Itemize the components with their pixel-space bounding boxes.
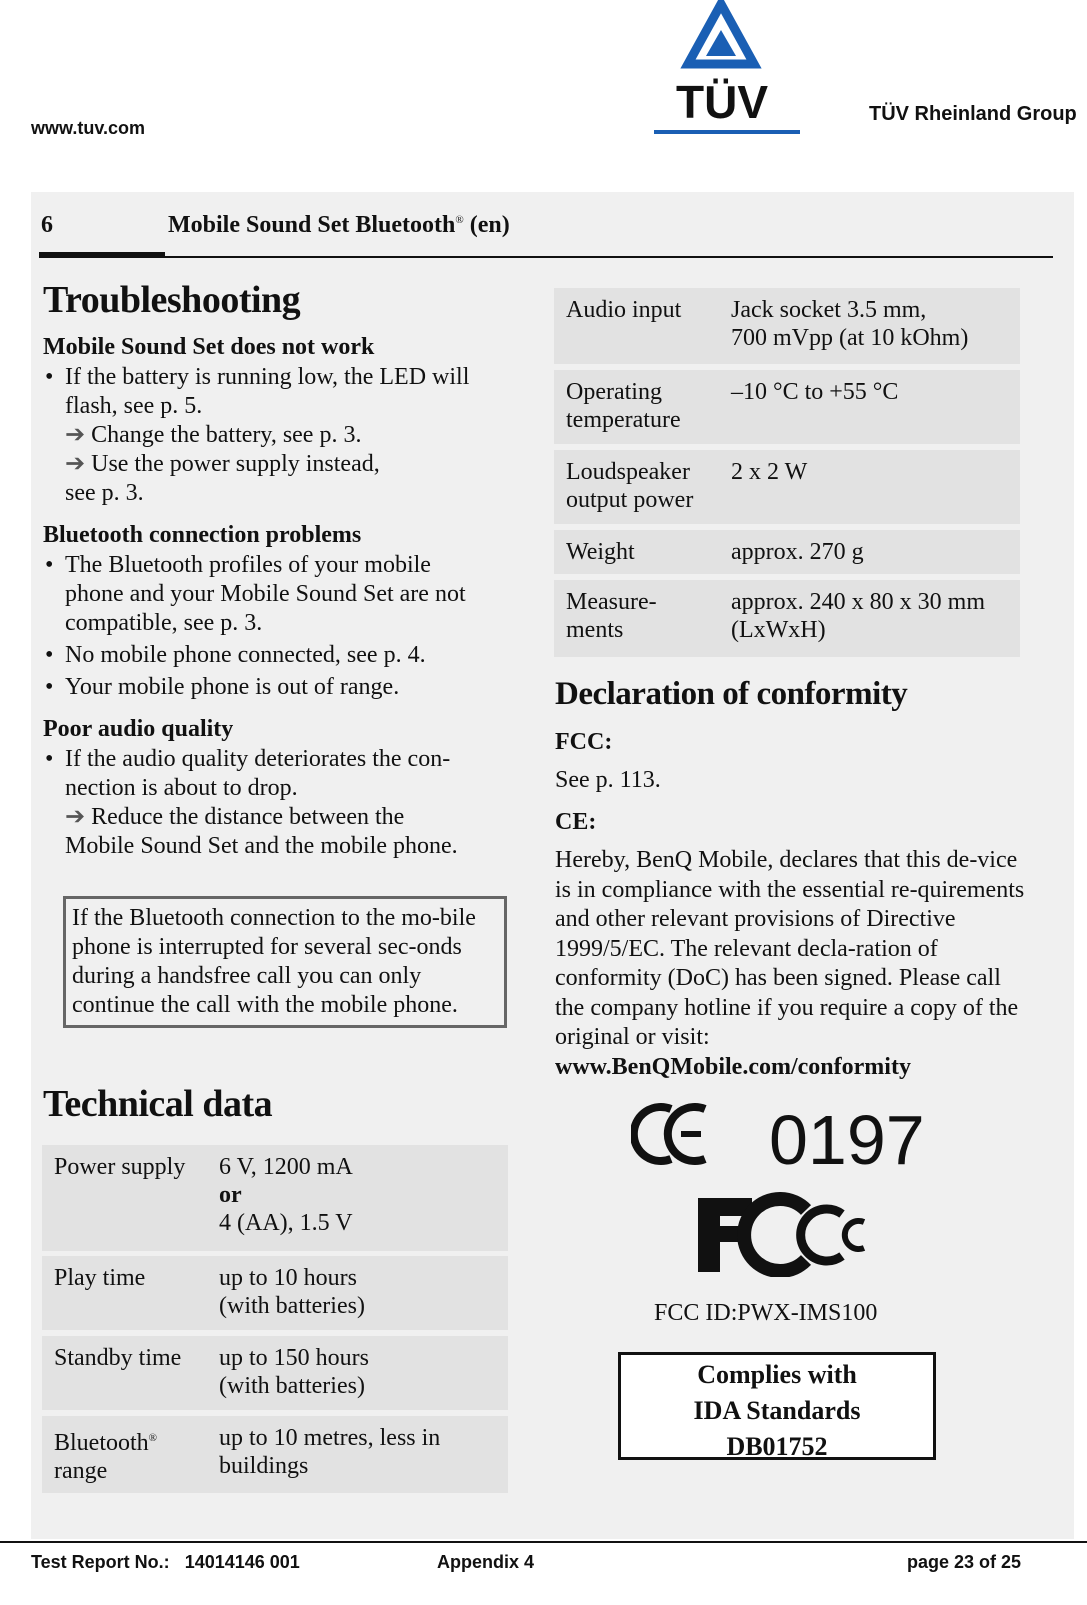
table-key: Audio input — [566, 297, 682, 323]
chapter-rule — [39, 256, 1053, 258]
table-key: Bluetooth® range — [54, 1430, 158, 1484]
action-tail: see p. 3. — [65, 480, 144, 506]
table-key: Operating temperature — [566, 379, 681, 433]
technical-title: Technical data — [43, 1083, 273, 1125]
ida-compliance-box: Complies with IDA Standards DB01752 — [618, 1352, 936, 1460]
list-item: • No mobile phone connected, see p. 4. — [43, 641, 513, 670]
header-url: www.tuv.com — [31, 118, 146, 138]
footer-appendix: Appendix 4 — [437, 1552, 535, 1572]
table-key: Measure- ments — [566, 589, 657, 643]
ce-label: CE: — [555, 809, 597, 835]
note-box: If the Bluetooth connection to the mo-bile phone is interrupted for several sec-onds during a handsfree call you can only continue the call with the mobile phone. — [63, 896, 507, 1028]
table-row — [554, 530, 1020, 574]
declaration-section — [555, 676, 1025, 1082]
table-row — [554, 450, 1020, 524]
table-row — [42, 1145, 508, 1251]
action-item: ➔ Use the power supply instead, — [65, 451, 380, 477]
fcc-id: FCC ID:PWX-IMS100 — [654, 1300, 878, 1326]
tuv-logo — [654, 0, 814, 140]
arrow-right-icon: ➔ — [65, 804, 86, 830]
table-value: approx. 240 x 80 x 30 mm (LxWxH) — [731, 589, 985, 643]
document-page — [31, 192, 1074, 1539]
table-row — [554, 370, 1020, 444]
troubleshooting-section — [43, 278, 513, 861]
footer-rule — [0, 1541, 1087, 1543]
table-value: Jack socket 3.5 mm, 700 mVpp (at 10 kOhm) — [731, 297, 969, 351]
table-row — [42, 1336, 508, 1410]
ce-number: 0197 — [769, 1101, 925, 1177]
declaration-title: Declaration of conformity — [555, 676, 908, 712]
table-row — [554, 288, 1020, 364]
footer-report: Test Report No.: 14014146 001 — [31, 1552, 300, 1572]
action-item: ➔ Change the battery, see p. 3. — [65, 422, 362, 448]
table-value: up to 10 hours (with batteries) — [219, 1265, 365, 1319]
table-value: 2 x 2 W — [731, 459, 808, 485]
list-item: • If the audio quality deteriorates the con-nection is about to drop. — [43, 745, 513, 803]
tuv-logo-text: TÜV — [676, 76, 768, 128]
fcc-logo-icon — [694, 1192, 874, 1277]
tuv-group-name: TÜV Rheinland Group — [869, 103, 1077, 125]
conformity-url: www.BenQMobile.com/conformity — [555, 1053, 911, 1080]
table-key: Loudspeaker output power — [566, 459, 694, 513]
chapter-title: Mobile Sound Set Bluetooth® (en) — [168, 212, 510, 238]
arrow-right-icon: ➔ — [65, 422, 86, 448]
table-value: up to 10 metres, less in buildings — [219, 1425, 441, 1479]
ce-mark-icon — [631, 1097, 951, 1177]
table-key: Standby time — [54, 1345, 182, 1371]
table-value: approx. 270 g — [731, 539, 864, 565]
table-key: Play time — [54, 1265, 146, 1291]
arrow-right-icon: ➔ — [65, 451, 86, 477]
table-row — [42, 1416, 508, 1493]
fcc-text: See p. 113. — [555, 767, 661, 793]
action-tail: Mobile Sound Set and the mobile phone. — [65, 833, 458, 859]
fcc-label: FCC: — [555, 729, 613, 755]
table-key: Power supply — [54, 1154, 186, 1180]
technical-table-right — [554, 288, 1020, 658]
chapter-number: 6 — [41, 212, 53, 238]
table-row — [42, 1256, 508, 1330]
footer-page: page 23 of 25 — [907, 1552, 1022, 1572]
list-item: • The Bluetooth profiles of your mobile phone and your Mobile Sound Set are not compatible, see p. 3. — [43, 551, 513, 638]
table-key: Weight — [566, 539, 635, 565]
technical-table-left — [42, 1145, 508, 1493]
table-row — [554, 580, 1020, 657]
ce-text: Hereby, BenQ Mobile, declares that this de-vice is in compliance with the essential re-quirements and other relevant provisions of Directive 1999/5/EC. The relevant decla-ration of conformity (DoC) has been signed. Please call the company hotline if you require a copy of the original or visit: — [555, 847, 1025, 1050]
table-value: 6 V, 1200 mA or 4 (AA), 1.5 V — [219, 1154, 353, 1236]
table-value: up to 150 hours (with batteries) — [219, 1345, 369, 1399]
list-item: • If the battery is running low, the LED will flash, see p. 5. — [43, 363, 513, 421]
section-heading: Poor audio quality — [43, 716, 234, 742]
section-heading: Bluetooth connection problems — [43, 522, 362, 548]
action-item: ➔ Reduce the distance between the — [65, 804, 405, 830]
list-item: • Your mobile phone is out of range. — [43, 673, 513, 702]
section-heading: Mobile Sound Set does not work — [43, 334, 375, 360]
troubleshooting-title: Troubleshooting — [43, 279, 301, 321]
table-value: –10 °C to +55 °C — [731, 379, 899, 405]
